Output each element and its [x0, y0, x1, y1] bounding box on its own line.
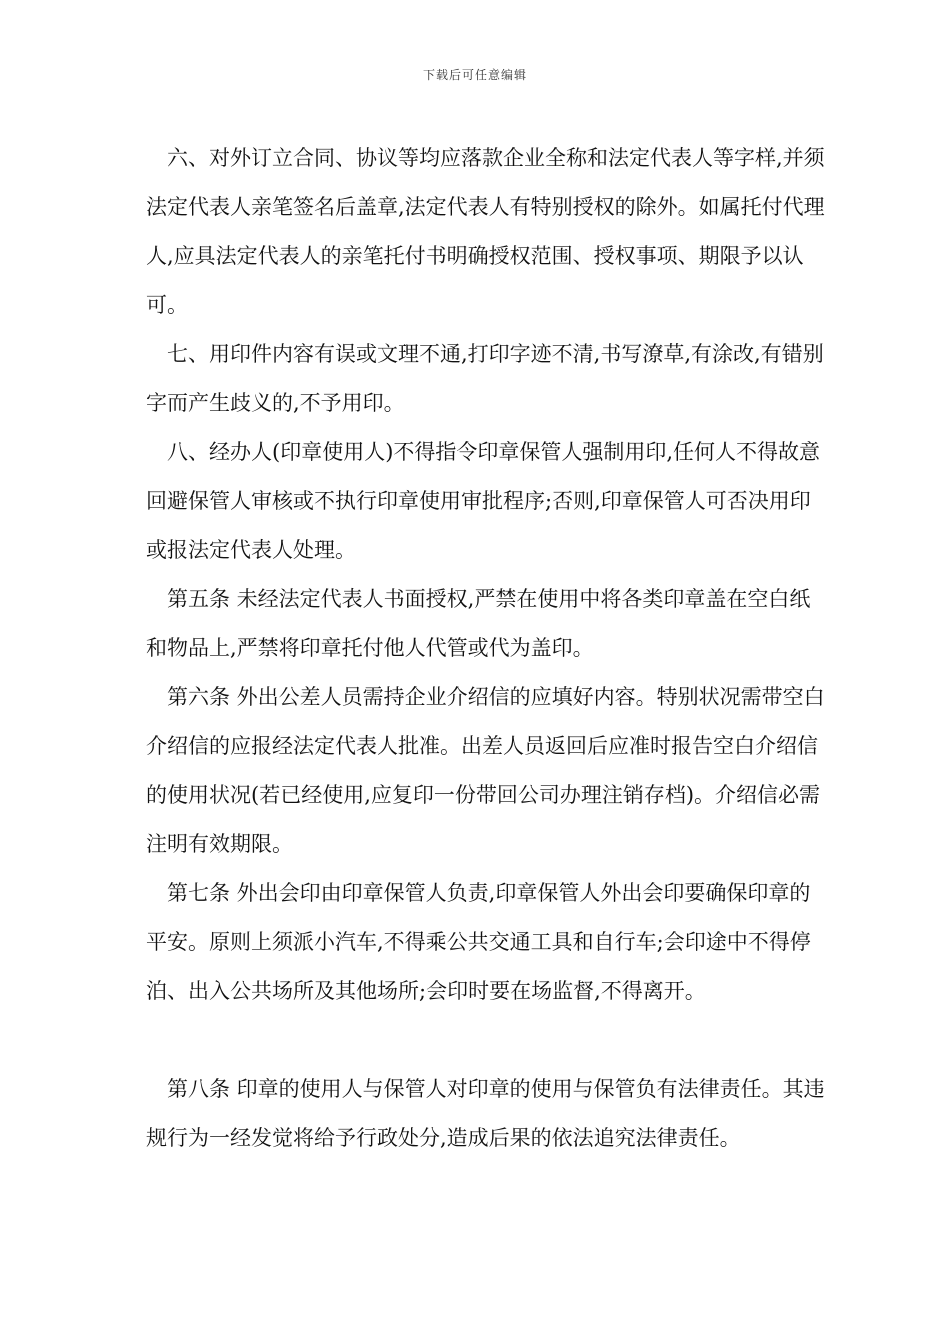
paragraph-item-6: 六、对外订立合同、协议等均应落款企业全称和法定代表人等字样,并须法定代表人亲笔签名后盖章,法定代表人有特别授权的除外。如属托付代理人,应具法定代表人的亲笔托付书明确授权范围、授权事项、期限予以认可。 — [146, 146, 825, 317]
paragraph-article-6: 第六条 外出公差人员需持企业介绍信的应填好内容。特别状况需带空白介绍信的应报经法定代表人批准。出差人员返回后应准时报告空白介绍信的使用状况(若已经使用,应复印一份带回公司办理注销存档)。介绍信必需注明有效期限。 — [146, 685, 825, 856]
paragraph-item-7: 七、用印件内容有误或文理不通,打印字迹不清,书写潦草,有涂改,有错别字而产生歧义的,不予用印。 — [146, 342, 824, 415]
document-body — [146, 134, 826, 1163]
page-header: 下载后可任意编辑 — [422, 68, 527, 82]
paragraph-article-5: 第五条 未经法定代表人书面授权,严禁在使用中将各类印章盖在空白纸和物品上,严禁将印章托付他人代管或代为盖印。 — [146, 587, 811, 660]
paragraph-article-8: 第八条 印章的使用人与保管人对印章的使用与保管负有法律责任。其违规行为一经发觉将给予行政处分,造成后果的依法追究法律责任。 — [146, 1077, 825, 1150]
paragraph-item-8: 八、经办人(印章使用人)不得指令印章保管人强制用印,任何人不得故意回避保管人审核或不执行印章使用审批程序;否则,印章保管人可否决用印或报法定代表人处理。 — [146, 440, 821, 562]
blank-line — [146, 1016, 826, 1065]
paragraph-article-7: 第七条 外出会印由印章保管人负责,印章保管人外出会印要确保印章的平安。原则上须派小汽车,不得乘公共交通工具和自行车;会印途中不得停泊、出入公共场所及其他场所;会印时要在场监督,不得离开。 — [146, 881, 811, 1003]
